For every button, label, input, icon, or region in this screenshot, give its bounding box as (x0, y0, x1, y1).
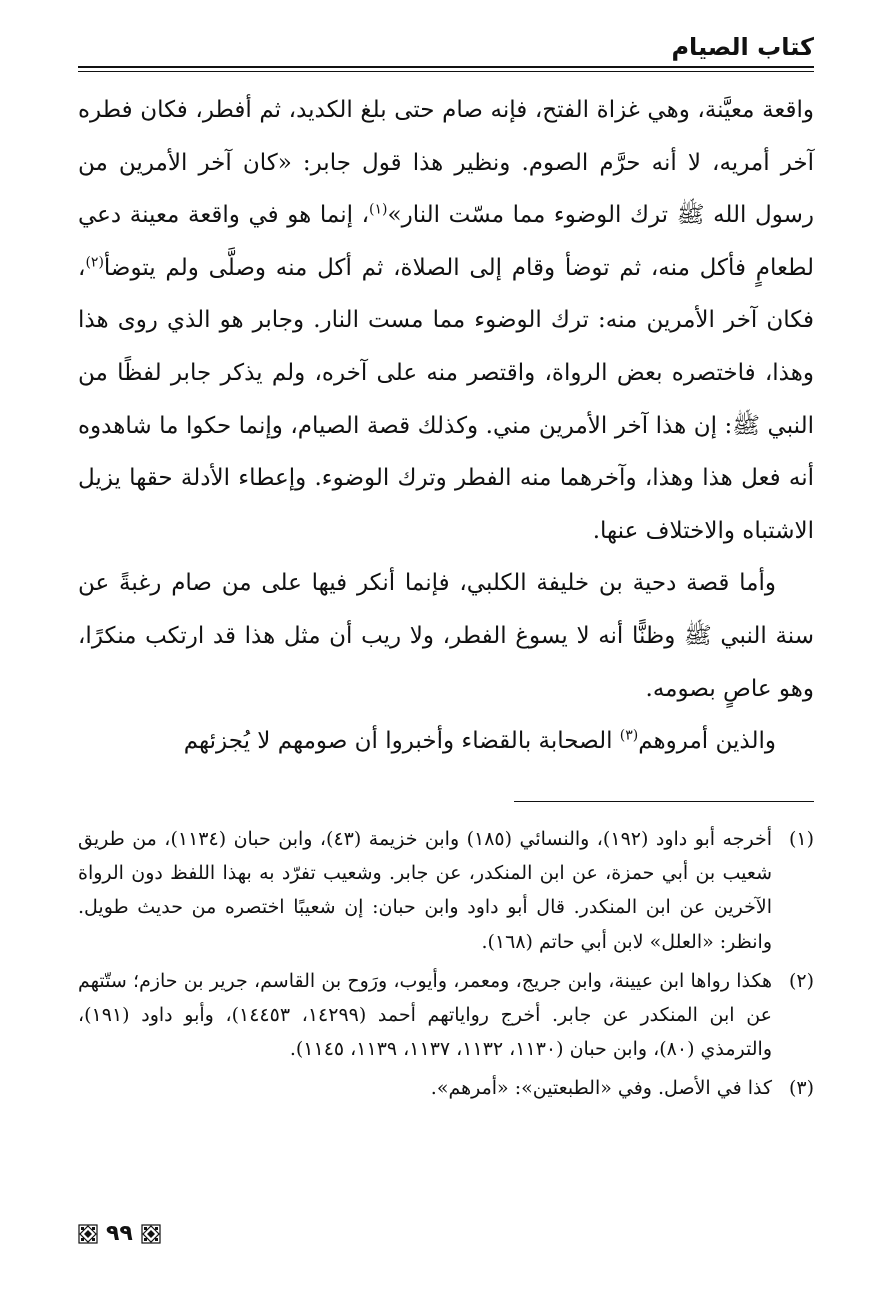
footnote-text: كذا في الأصل. وفي «الطبعتين»: «أمرهم». (430, 1077, 772, 1100)
running-title: كتاب الصيام (671, 33, 814, 61)
footnote-ref-2[interactable]: (٢) (85, 254, 104, 271)
body-paragraph (78, 84, 814, 557)
body-text-segment: ، إنما هو في واقعة معينة دعي لطعامٍ فأكل منه، ثم توضأ وقام إلى الصلاة، ثم أكل منه وصلَّى ولم يتوضأ (78, 202, 814, 281)
page-folio (78, 1222, 161, 1246)
footnote (78, 964, 814, 1067)
footnote-ref-1[interactable]: (١) (369, 201, 388, 218)
body-text-segment: ، فكان آخر الأمرين منه: ترك الوضوء مما مست النار. وجابر هو الذي روى هذا وهذا، فاختصره بعض الرواة، واقتصر منه على آخره، ولم يذكر جابر لفظًا من النبي ﷺ: إن هذا آخر الأمرين مني. وكذلك قصة الصيام، وإنما حكوا ما شاهدوه أنه فعل هذا وهذا، وآخرهما منه الفطر وترك الوضوء. وإعطاء الأدلة حقها يزيل الاشتباه والاختلاف عنها. (78, 254, 814, 544)
footnote-number: (٣) (788, 1077, 814, 1100)
footnote-separator (514, 801, 814, 802)
footnote-text: أخرجه أبو داود (١٩٢)، والنسائي (١٨٥) وابن خزيمة (٤٣)، وابن حبان (١١٣٤)، من طريق شعيب بن أبي حمزة، عن ابن المنكدر، عن جابر. وشعيب تفرّد به بهذا اللفظ دون الرواة الآخرين عن ابن المنكدر. قال أبو داود وابن حبان: إن شعيبًا اختصره من حديث طويل. وانظر: «العلل» لابن أبي حاتم (١٦٨). (78, 828, 772, 953)
ornament-icon (141, 1224, 161, 1244)
header-rule (78, 66, 814, 68)
body-paragraph: وأما قصة دحية بن خليفة الكلبي، فإنما أنكر فيها على من صام رغبةً عن سنة النبي ﷺ وظنًّا أنه لا يسوغ الفطر، ولا ريب أن مثل هذا قد ارتكب منكرًا، وهو عاصٍ بصومه. (78, 570, 814, 702)
footnote-number: (١) (788, 828, 814, 850)
page-number: ٩٩ (106, 1221, 133, 1246)
ornament-icon (78, 1224, 98, 1244)
footnote-number: (٢) (788, 969, 814, 992)
footnote (78, 822, 814, 959)
body-text-segment: والذين أمروهم (638, 728, 776, 755)
footnote (78, 1071, 814, 1105)
body-paragraph (78, 715, 814, 768)
body-text-segment: الصحابة بالقضاء وأخبروا أن صومهم لا يُجزئهم (183, 728, 620, 755)
body-text-segment: واقعة معيَّنة، وهي غزاة الفتح، فإنه صام حتى بلغ الكديد، ثم أفطر، فكان فطره آخر أمريه، لا أنه حرَّم الصوم. ونظير هذا قول جابر: «كان آخر الأمرين من رسول الله ﷺ ترك الوضوء مما مسّت النار» (78, 97, 815, 229)
footnote-ref-3[interactable]: (٣) (619, 727, 639, 744)
footnote-text: هكذا رواها ابن عيينة، وابن جريج، ومعمر، وأيوب، ورَوح بن القاسم، جرير بن حازم؛ ستّتهم عن ابن المنكدر عن جابر. أخرج رواياتهم أحمد (١٤٢٩٩، ١٤٤٥٣)، وأبو داود (١٩١)، والترمذي (٨٠)، وابن حبان (١١٣٠، ١١٣٢، ١١٣٧، ١١٣٩، ١١٤٥). (78, 969, 772, 1061)
main-text (78, 84, 814, 768)
footnotes (78, 822, 814, 1111)
